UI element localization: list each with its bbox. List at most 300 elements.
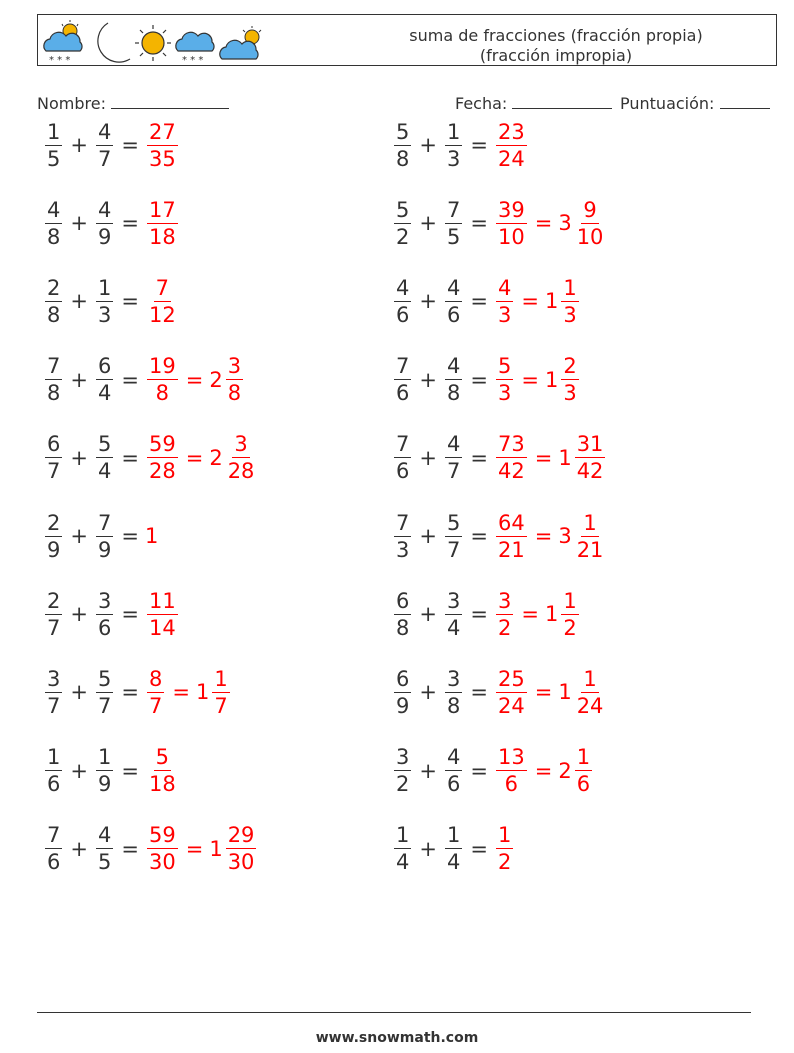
answer-fraction <box>147 666 164 719</box>
plus-sign: + <box>70 758 88 783</box>
answer-fraction-numerator: 25 <box>497 666 525 691</box>
cloud-snow-icon <box>176 32 214 65</box>
date-label: Fecha: <box>455 94 508 113</box>
plus-sign: + <box>70 680 88 705</box>
mixed-fraction <box>226 431 257 484</box>
addend-1 <box>45 197 62 250</box>
addend-2 <box>96 431 113 484</box>
addend-2-numerator: 4 <box>446 432 461 457</box>
addend-2-numerator: 1 <box>446 119 461 144</box>
addend-2 <box>445 119 462 172</box>
mixed-fraction-numerator: 1 <box>563 275 577 300</box>
mixed-fraction-numerator: 2 <box>563 354 577 379</box>
mixed-fraction <box>575 197 606 250</box>
mixed-fraction-numerator: 29 <box>227 823 255 848</box>
mixed-whole: 3 <box>558 211 572 236</box>
answer-equals-sign: = <box>172 680 190 705</box>
date-blank[interactable] <box>512 94 612 109</box>
addend-2-denominator: 3 <box>97 302 112 327</box>
problem-item <box>43 428 258 488</box>
equals-sign: = <box>121 602 139 627</box>
addend-1-numerator: 3 <box>396 745 410 770</box>
addend-2 <box>445 353 462 406</box>
addend-1-denominator: 7 <box>47 615 61 640</box>
addend-2-denominator: 7 <box>446 459 461 484</box>
addend-1-denominator: 6 <box>47 850 61 875</box>
addend-2-denominator: 8 <box>446 381 461 406</box>
addend-2 <box>445 431 462 484</box>
addend-2-denominator: 3 <box>446 146 461 171</box>
addend-2 <box>445 744 462 797</box>
addend-1-numerator: 7 <box>396 354 410 379</box>
addend-1-numerator: 5 <box>396 119 410 144</box>
equals-sign: = <box>121 211 139 236</box>
addend-2-denominator: 5 <box>97 850 112 875</box>
problem-item <box>43 741 180 801</box>
answer <box>145 588 180 641</box>
mixed-whole: 1 <box>558 445 572 470</box>
plus-sign: + <box>419 211 437 236</box>
answer-fraction-numerator: 17 <box>148 197 176 222</box>
addend-1-numerator: 4 <box>47 197 61 222</box>
answer-fraction-numerator: 59 <box>148 432 176 457</box>
answer-equals-sign: = <box>534 524 553 548</box>
problem-item <box>43 506 158 566</box>
addend-1-denominator: 6 <box>396 302 410 327</box>
addend-1 <box>45 431 62 484</box>
answer <box>145 822 258 875</box>
answer-fraction <box>147 431 178 484</box>
addend-2-denominator: 4 <box>97 459 112 484</box>
mixed-fraction <box>575 744 592 797</box>
answer-fraction-denominator: 12 <box>148 302 176 327</box>
addend-2-numerator: 6 <box>97 354 112 379</box>
addend-1-numerator: 1 <box>47 119 61 144</box>
answer-fraction-numerator: 7 <box>155 275 170 300</box>
mixed-fraction-numerator: 31 <box>576 432 604 457</box>
addend-1-denominator: 6 <box>396 381 410 406</box>
equals-sign: = <box>121 680 139 705</box>
worksheet-title <box>376 26 736 66</box>
mixed-fraction-numerator: 1 <box>214 666 228 691</box>
addend-2-numerator: 1 <box>97 745 112 770</box>
answer-equals-sign: = <box>534 445 553 470</box>
problem-item <box>43 819 258 879</box>
equals-sign: = <box>470 133 488 157</box>
sun-icon <box>135 25 171 61</box>
addend-1 <box>394 353 411 406</box>
equals-sign: = <box>470 445 488 470</box>
equals-sign: = <box>121 289 139 314</box>
answer-fraction <box>496 822 513 875</box>
plus-sign: + <box>70 133 88 157</box>
addend-2 <box>445 510 462 563</box>
addend-2-denominator: 6 <box>97 615 112 640</box>
name-label: Nombre: <box>37 94 106 113</box>
mixed-whole: 1 <box>209 836 223 861</box>
mixed-whole: 1 <box>195 680 210 705</box>
answer <box>145 353 245 406</box>
addend-1-numerator: 5 <box>396 197 410 222</box>
equals-sign: = <box>121 367 139 392</box>
addend-1-numerator: 1 <box>396 823 410 848</box>
addend-1-denominator: 8 <box>47 224 61 249</box>
equals-sign: = <box>470 524 488 548</box>
addend-1-denominator: 3 <box>396 537 410 562</box>
addend-2-numerator: 7 <box>97 510 112 535</box>
problem-item <box>43 662 232 722</box>
addend-2 <box>445 275 462 328</box>
addend-1 <box>45 275 62 328</box>
addend-1 <box>394 119 411 172</box>
mixed-fraction-numerator: 1 <box>583 666 597 691</box>
problem-item <box>392 271 581 331</box>
answer-fraction <box>496 353 513 406</box>
cloud-sun-icon <box>220 26 261 59</box>
addend-2 <box>445 197 462 250</box>
answer-fraction-denominator: 2 <box>497 850 512 875</box>
mixed-fraction-denominator: 6 <box>576 772 591 797</box>
mixed-fraction-denominator: 30 <box>227 850 255 875</box>
answer-fraction-numerator: 8 <box>148 666 163 691</box>
mixed-fraction <box>561 275 578 328</box>
addend-2-numerator: 4 <box>97 823 112 848</box>
addend-2-denominator: 6 <box>446 302 461 327</box>
answer-whole: 1 <box>144 524 159 548</box>
answer-fraction-numerator: 19 <box>148 354 176 379</box>
mixed-fraction <box>575 510 606 563</box>
addend-2-denominator: 9 <box>97 224 112 249</box>
plus-sign: + <box>70 524 88 548</box>
answer <box>494 588 581 641</box>
plus-sign: + <box>419 758 437 783</box>
equals-sign: = <box>470 680 488 705</box>
mixed-fraction-numerator: 9 <box>583 197 597 222</box>
addend-1 <box>394 744 411 797</box>
addend-2-numerator: 5 <box>97 666 112 691</box>
footer-divider <box>37 1012 751 1013</box>
plus-sign: + <box>70 602 88 627</box>
addend-2-numerator: 4 <box>446 745 461 770</box>
mixed-fraction <box>226 822 257 875</box>
cloud-sun-snow-icon <box>44 20 82 65</box>
mixed-whole: 2 <box>209 445 223 470</box>
addend-2-numerator: 3 <box>97 588 112 613</box>
answer-fraction <box>496 510 527 563</box>
answer-fraction-denominator: 30 <box>148 850 176 875</box>
plus-sign: + <box>419 367 437 392</box>
mixed-fraction <box>575 431 606 484</box>
equals-sign: = <box>121 758 139 783</box>
answer-fraction-denominator: 10 <box>497 224 525 249</box>
mixed-fraction-numerator: 3 <box>234 432 248 457</box>
addend-1-denominator: 2 <box>396 224 410 249</box>
equals-sign: = <box>121 836 139 861</box>
problem-item <box>392 115 529 175</box>
mixed-fraction-denominator: 3 <box>563 302 577 327</box>
addend-1 <box>45 119 62 172</box>
addend-1-numerator: 7 <box>396 432 410 457</box>
addend-1-denominator: 7 <box>47 459 61 484</box>
addend-2-denominator: 7 <box>446 537 461 562</box>
addend-1 <box>45 353 62 406</box>
addend-1-denominator: 6 <box>47 772 61 797</box>
answer-fraction-numerator: 3 <box>497 588 512 613</box>
equals-sign: = <box>121 445 139 470</box>
answer-fraction-denominator: 42 <box>497 459 525 484</box>
addend-2-denominator: 6 <box>446 772 461 797</box>
answer-equals-sign: = <box>521 289 539 314</box>
answer-fraction-numerator: 11 <box>148 588 176 613</box>
plus-sign: + <box>419 680 437 705</box>
mixed-fraction <box>561 353 578 406</box>
answer-fraction <box>496 431 527 484</box>
addend-2 <box>96 510 113 563</box>
svg-text:* * *: * * * <box>182 55 204 65</box>
addend-1-numerator: 7 <box>47 823 61 848</box>
addend-1 <box>45 588 62 641</box>
addend-2-numerator: 3 <box>446 666 461 691</box>
plus-sign: + <box>70 836 88 861</box>
answer-fraction-denominator: 24 <box>497 693 525 718</box>
addend-1-denominator: 6 <box>396 459 410 484</box>
answer-equals-sign: = <box>534 211 553 236</box>
problem-item <box>392 428 607 488</box>
answer-fraction <box>147 275 178 328</box>
answer-fraction-denominator: 8 <box>155 381 170 406</box>
header-box <box>37 14 777 66</box>
name-field[interactable] <box>37 94 229 113</box>
addend-2 <box>96 197 113 250</box>
answer-fraction-numerator: 59 <box>148 823 176 848</box>
mixed-fraction-denominator: 7 <box>214 693 228 718</box>
problem-item <box>392 193 607 253</box>
addend-1-numerator: 7 <box>47 354 61 379</box>
mixed-fraction-denominator: 2 <box>563 615 577 640</box>
addend-2-numerator: 4 <box>446 275 461 300</box>
addend-2-denominator: 7 <box>97 693 112 718</box>
mixed-whole: 1 <box>544 289 559 314</box>
problem-item <box>392 662 607 722</box>
addend-2-numerator: 5 <box>97 432 112 457</box>
answer-fraction-denominator: 35 <box>148 146 176 171</box>
addend-1 <box>45 822 62 875</box>
addend-1 <box>394 666 411 719</box>
answer-equals-sign: = <box>521 367 539 392</box>
addend-1-numerator: 6 <box>47 432 61 457</box>
problem-item <box>43 193 180 253</box>
problem-item <box>392 584 581 644</box>
mixed-fraction-numerator: 1 <box>583 510 597 535</box>
addend-2 <box>96 744 113 797</box>
addend-1-denominator: 5 <box>47 146 61 171</box>
answer-fraction <box>496 744 527 797</box>
answer-fraction <box>147 588 178 641</box>
answer-fraction-numerator: 5 <box>155 745 170 770</box>
problem-item <box>43 584 180 644</box>
addend-2-numerator: 7 <box>446 197 461 222</box>
problem-item <box>392 819 515 879</box>
mixed-fraction-denominator: 8 <box>227 381 242 406</box>
addend-1-denominator: 8 <box>396 146 410 171</box>
mixed-fraction-denominator: 42 <box>576 459 604 484</box>
answer-equals-sign: = <box>534 680 553 705</box>
answer-fraction-numerator: 5 <box>497 354 512 379</box>
addend-2-denominator: 9 <box>97 537 112 562</box>
equals-sign: = <box>121 524 139 548</box>
addend-1 <box>45 510 62 563</box>
equals-sign: = <box>470 289 488 314</box>
answer-fraction <box>147 744 178 797</box>
addend-1-numerator: 2 <box>47 275 61 300</box>
answer-equals-sign: = <box>534 758 553 783</box>
mixed-whole: 2 <box>209 367 223 392</box>
answer-fraction-numerator: 13 <box>497 745 525 770</box>
answer-fraction <box>496 275 513 328</box>
answer <box>494 431 607 484</box>
plus-sign: + <box>70 367 88 392</box>
date-field[interactable] <box>455 94 612 113</box>
mixed-fraction-denominator: 3 <box>563 381 577 406</box>
addend-1 <box>394 588 411 641</box>
addend-2-denominator: 4 <box>97 381 112 406</box>
answer <box>494 275 581 328</box>
answer <box>494 822 515 875</box>
addend-2-denominator: 4 <box>446 850 461 875</box>
addend-1-numerator: 3 <box>47 666 61 691</box>
addend-1-denominator: 8 <box>47 381 61 406</box>
addend-2-numerator: 4 <box>97 119 112 144</box>
answer-fraction <box>496 666 527 719</box>
svg-text:* * *: * * * <box>49 55 71 65</box>
mixed-whole: 3 <box>558 524 572 548</box>
addend-2 <box>96 275 113 328</box>
mixed-fraction <box>226 353 243 406</box>
addend-2-numerator: 4 <box>446 354 461 379</box>
answer-fraction <box>147 119 178 172</box>
addend-1 <box>394 197 411 250</box>
answer-fraction <box>147 822 178 875</box>
mixed-fraction <box>561 588 578 641</box>
mixed-fraction-denominator: 24 <box>576 693 604 718</box>
title-line-1: suma de fracciones (fracción propia) <box>409 26 703 45</box>
addend-1-numerator: 7 <box>396 510 410 535</box>
answer <box>494 666 607 719</box>
answer-fraction <box>147 197 178 250</box>
answer-fraction-numerator: 39 <box>497 197 525 222</box>
addend-2 <box>445 822 462 875</box>
addend-1-denominator: 8 <box>396 615 410 640</box>
addend-2 <box>445 588 462 641</box>
problem-item <box>392 350 581 410</box>
answer-fraction-numerator: 1 <box>497 823 512 848</box>
score-field[interactable] <box>620 94 770 113</box>
plus-sign: + <box>70 445 88 470</box>
answer-fraction-denominator: 6 <box>504 772 519 797</box>
addend-2-denominator: 4 <box>446 615 461 640</box>
addend-2 <box>96 666 113 719</box>
addend-2 <box>445 666 462 719</box>
addend-2-denominator: 9 <box>97 772 112 797</box>
mixed-fraction-numerator: 1 <box>576 745 591 770</box>
answer <box>494 510 607 563</box>
answer-fraction-denominator: 24 <box>497 146 525 171</box>
answer <box>145 666 232 719</box>
answer-fraction-numerator: 4 <box>497 275 512 300</box>
answer <box>145 431 258 484</box>
answer-fraction <box>496 197 527 250</box>
plus-sign: + <box>419 445 437 470</box>
answer <box>145 524 158 548</box>
answer-fraction-denominator: 18 <box>148 224 176 249</box>
addend-2-denominator: 7 <box>97 146 112 171</box>
addend-1 <box>394 275 411 328</box>
score-blank[interactable] <box>720 94 770 109</box>
mixed-whole: 1 <box>558 680 572 705</box>
answer-equals-sign: = <box>521 602 539 627</box>
addend-2-numerator: 1 <box>97 275 112 300</box>
answer-fraction-denominator: 18 <box>148 772 176 797</box>
addend-2-denominator: 5 <box>446 224 461 249</box>
addend-1-denominator: 9 <box>47 537 61 562</box>
answer <box>494 353 581 406</box>
mixed-fraction <box>212 666 229 719</box>
name-blank[interactable] <box>111 94 229 109</box>
footer-url[interactable]: www.snowmath.com <box>315 1030 479 1046</box>
equals-sign: = <box>470 602 488 627</box>
addend-1-numerator: 6 <box>396 588 410 613</box>
plus-sign: + <box>419 133 437 157</box>
answer-fraction-denominator: 28 <box>148 459 176 484</box>
addend-2-numerator: 4 <box>97 197 112 222</box>
score-label: Puntuación: <box>620 94 715 113</box>
answer-fraction-denominator: 2 <box>497 615 512 640</box>
answer <box>145 119 180 172</box>
weather-icons <box>40 17 270 65</box>
plus-sign: + <box>70 211 88 236</box>
addend-2-denominator: 8 <box>446 693 461 718</box>
addend-1-numerator: 2 <box>47 510 61 535</box>
mixed-whole: 1 <box>544 367 559 392</box>
answer <box>494 744 594 797</box>
answer-fraction <box>147 353 178 406</box>
addend-2-numerator: 5 <box>446 510 461 535</box>
addend-2-numerator: 1 <box>446 823 461 848</box>
answer <box>145 275 180 328</box>
answer-fraction-denominator: 3 <box>497 302 512 327</box>
mixed-fraction <box>575 666 606 719</box>
addend-1-denominator: 4 <box>396 850 410 875</box>
equals-sign: = <box>470 211 488 236</box>
equals-sign: = <box>470 758 488 783</box>
answer-fraction <box>496 588 513 641</box>
answer-fraction-denominator: 7 <box>148 693 163 718</box>
addend-1-denominator: 8 <box>47 302 61 327</box>
answer-fraction-numerator: 23 <box>497 119 525 144</box>
plus-sign: + <box>419 602 437 627</box>
answer-fraction-denominator: 21 <box>497 537 525 562</box>
problem-item <box>43 271 180 331</box>
answer-equals-sign: = <box>185 445 204 470</box>
mixed-whole: 1 <box>544 602 559 627</box>
addend-1 <box>394 510 411 563</box>
addend-1-denominator: 2 <box>396 772 410 797</box>
answer <box>494 197 607 250</box>
addend-2 <box>96 353 113 406</box>
moon-icon <box>98 23 130 62</box>
addend-1 <box>45 666 62 719</box>
answer-equals-sign: = <box>185 367 204 392</box>
